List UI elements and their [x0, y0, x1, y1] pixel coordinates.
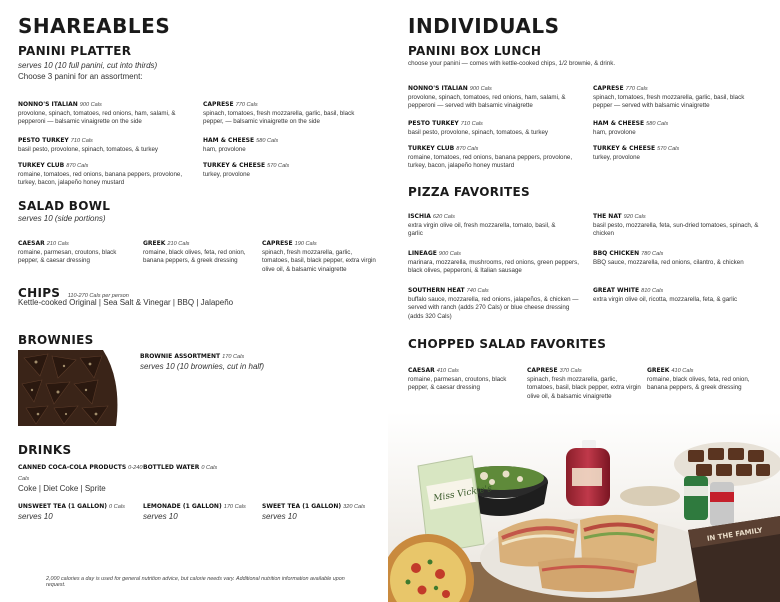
item-name: TURKEY CLUB: [408, 145, 455, 152]
shareables-title: SHAREABLES: [18, 14, 171, 38]
menu-item: [18, 137, 193, 154]
item-description: BBQ sauce, mozzarella, red onions, cilantro, & chicken: [593, 258, 744, 266]
menu-item: [647, 367, 765, 393]
menu-item: [593, 145, 765, 162]
drink-item: [18, 462, 153, 494]
item-name: GREEK: [647, 367, 670, 374]
item-calories: 570 Cals: [267, 163, 290, 169]
item-calories: 170 Cals: [222, 354, 245, 360]
item-calories: 570 Cals: [657, 146, 680, 152]
chips-calories: 110-270 Cals per person: [67, 293, 129, 299]
menu-item: [203, 101, 375, 127]
panini-platter-serves: serves 10 (10 full panini, cut into thirds): [18, 61, 158, 70]
item-name: CAPRESE: [203, 101, 234, 108]
pizza-favorites-heading: PIZZA FAVORITES: [408, 185, 530, 199]
item-name: THE NAT: [593, 213, 622, 220]
menu-item: [262, 240, 380, 274]
menu-item: [408, 367, 523, 393]
item-serves: serves 10 (10 brownies, cut in half): [140, 362, 265, 371]
item-name: CAESAR: [18, 240, 45, 247]
item-name: PESTO TURKEY: [18, 137, 69, 144]
item-calories: 900 Cals: [438, 251, 461, 257]
item-calories: 920 Cals: [623, 214, 646, 220]
item-description: romaine, tomatoes, red onions, banana peppers, provolone, turkey, bacon, jalapeño honey mustard: [408, 153, 573, 170]
menu-item: [203, 137, 375, 154]
panini-box-lunch-desc: choose your panini — comes with kettle-cooked chips, 1/2 brownie, & drink.: [408, 60, 616, 67]
item-calories: 410 Cals: [436, 368, 459, 374]
item-calories: 710 Cals: [460, 121, 483, 127]
item-name: TURKEY & CHEESE: [593, 145, 656, 152]
item-name: CAESAR: [408, 367, 435, 374]
item-serves: serves 10: [262, 512, 297, 521]
panini-platter-heading: PANINI PLATTER: [18, 44, 132, 58]
item-name: UNSWEET TEA (1 GALLON): [18, 503, 108, 510]
menu-item: [203, 162, 375, 179]
salad-bowl-serves: serves 10 (side portions): [18, 214, 106, 223]
item-description: marinara, mozzarella, mushrooms, red onions, green peppers, black olives, pepperoni, & Italian sausage: [408, 258, 579, 275]
chopped-salad-heading: CHOPPED SALAD FAVORITES: [408, 337, 607, 351]
item-description: spinach, tomatoes, fresh mozzarella, garlic, basil, black pepper — served with balsamic vinaigrette: [593, 93, 745, 110]
item-description: romaine, parmesan, croutons, black pepper, & caesar dressing: [408, 375, 507, 392]
menu-item: [593, 250, 773, 267]
item-description: provolone, spinach, tomatoes, red onions, ham, salami, & pepperoni — balsamic vinaigrette on the side: [18, 109, 176, 126]
item-calories: 620 Cals: [432, 214, 455, 220]
item-name: SOUTHERN HEAT: [408, 287, 465, 294]
item-description: ham, provolone: [593, 128, 636, 136]
menu-item: [408, 120, 588, 137]
item-name: LINEAGE: [408, 250, 437, 257]
item-description: spinach, tomatoes, fresh mozzarella, garlic, basil, black pepper, — balsamic vinaigrette on the side: [203, 109, 355, 126]
item-description: romaine, tomatoes, red onions, banana peppers, provolone, turkey, bacon, jalapeño honey mustard: [18, 170, 183, 187]
item-calories: 0 Cals: [201, 465, 218, 471]
menu-item: [408, 145, 573, 171]
item-calories: 190 Cals: [294, 241, 317, 247]
item-calories: 320 Cals: [343, 504, 366, 510]
menu-item: [143, 240, 258, 266]
item-name: HAM & CHEESE: [593, 120, 645, 127]
box-banner-text: IN THE FAMILY: [706, 526, 764, 543]
item-calories: 0 Cals: [109, 504, 125, 510]
item-name: ISCHIA: [408, 213, 431, 220]
item-name: SWEET TEA (1 GALLON): [262, 503, 342, 510]
item-calories: 870 Cals: [456, 146, 479, 152]
chips-brand-text: Miss Vickie's: [432, 483, 493, 505]
drink-item: [143, 501, 258, 522]
item-calories: 780 Cals: [641, 251, 664, 257]
item-calories: 580 Cals: [646, 121, 669, 127]
item-description: turkey, provolone: [203, 170, 251, 178]
item-serves: serves 10: [18, 512, 53, 521]
catering-box: [688, 516, 780, 602]
item-calories: 210 Cals: [167, 241, 190, 247]
item-name: HAM & CHEESE: [203, 137, 255, 144]
item-calories: 170 Cals: [223, 504, 246, 510]
catering-food-photo: [388, 412, 780, 602]
item-name: BOTTLED WATER: [143, 464, 200, 471]
menu-item: [408, 287, 583, 321]
item-description: spinach, fresh mozzarella, garlic, tomatoes, basil, black pepper, extra virgin olive oil, & balsamic vinaigrette: [262, 248, 376, 273]
chips-options: Kettle-cooked Original | Sea Salt & Vinegar | BBQ | Jalapeño: [18, 298, 234, 307]
item-calories: 900 Cals: [469, 86, 492, 92]
menu-item: [408, 213, 568, 239]
item-name: BROWNIE ASSORTMENT: [140, 353, 221, 360]
item-description: romaine, black olives, feta, red onion, banana peppers, & greek dressing: [647, 375, 750, 392]
item-name: BBQ CHICKEN: [593, 250, 640, 257]
item-calories: 580 Cals: [256, 138, 279, 144]
item-name: TURKEY & CHEESE: [203, 162, 266, 169]
menu-item: [593, 287, 773, 304]
menu-item: [18, 162, 183, 188]
item-description: romaine, black olives, feta, red onion, banana peppers, & greek dressing: [143, 248, 246, 265]
item-description: ham, provolone: [203, 145, 246, 153]
menu-item: [18, 240, 136, 266]
drink-item: [262, 501, 380, 522]
item-description: buffalo sauce, mozzarella, red onions, jalapeños, & chicken — served with ranch (adds 270 Cals) or blue cheese dressing (adds 320 Cals): [408, 295, 579, 320]
item-calories: 410 Cals: [671, 368, 694, 374]
drink-item: [18, 501, 138, 522]
chips-heading: CHIPS: [18, 286, 61, 300]
nutrition-footnote: 2,000 calories a day is used for general nutrition advice, but calorie needs vary. Additional nutrition information available upon request.: [46, 576, 345, 588]
item-name: PESTO TURKEY: [408, 120, 459, 127]
item-description: basil pesto, provolone, spinach, tomatoes, & turkey: [18, 145, 158, 153]
item-calories: 710 Cals: [70, 138, 93, 144]
drink-item: [143, 462, 253, 473]
item-description: extra virgin olive oil, fresh mozzarella, tomato, basil, & garlic: [408, 221, 556, 238]
individuals-title: INDIVIDUALS: [408, 14, 560, 38]
item-description: Coke | Diet Coke | Sprite: [18, 484, 106, 493]
item-name: GREAT WHITE: [593, 287, 640, 294]
salad-bowl-heading: SALAD BOWL: [18, 199, 111, 213]
item-calories: 210 Cals: [46, 241, 69, 247]
menu-item: [527, 367, 643, 401]
item-name: NONNO'S ITALIAN: [18, 101, 78, 108]
brownies-photo: [18, 350, 122, 426]
item-calories: 870 Cals: [66, 163, 89, 169]
item-description: spinach, fresh mozzarella, garlic, tomatoes, basil, black pepper, extra virgin olive oil, & balsamic vinaigrette: [527, 375, 641, 400]
lemonade-jug: [566, 440, 610, 506]
item-description: romaine, parmesan, croutons, black pepper, & caesar dressing: [18, 248, 117, 265]
item-calories: 770 Cals: [625, 86, 648, 92]
item-name: CANNED COCA-COLA PRODUCTS: [18, 464, 127, 471]
panini-box-lunch-heading: PANINI BOX LUNCH: [408, 44, 542, 58]
menu-item: [18, 101, 188, 127]
drinks-heading: DRINKS: [18, 443, 72, 457]
item-name: CAPRESE: [593, 85, 624, 92]
item-calories: 900 Cals: [79, 102, 102, 108]
item-name: LEMONADE (1 GALLON): [143, 503, 222, 510]
item-name: TURKEY CLUB: [18, 162, 65, 169]
item-name: CAPRESE: [527, 367, 558, 374]
brownies-heading: BROWNIES: [18, 333, 94, 347]
item-description: extra virgin olive oil, ricotta, mozzarella, feta, & garlic: [593, 295, 738, 303]
item-serves: serves 10: [143, 512, 178, 521]
item-description: basil pesto, mozzarella, feta, sun-dried tomatoes, spinach, & chicken: [593, 221, 759, 238]
menu-item: [593, 120, 765, 137]
menu-item: [593, 213, 765, 239]
item-name: GREEK: [143, 240, 166, 247]
item-calories: 740 Cals: [466, 288, 489, 294]
menu-item: [408, 250, 583, 276]
item-description: turkey, provolone: [593, 153, 641, 161]
menu-item: [593, 85, 765, 111]
item-calories: 810 Cals: [641, 288, 664, 294]
brownie-assortment: [140, 351, 340, 372]
menu-item: [408, 85, 580, 111]
item-description: provolone, spinach, tomatoes, red onions, ham, salami, & pepperoni — served with balsamic vinaigrette: [408, 93, 566, 110]
item-calories: 770 Cals: [235, 102, 258, 108]
item-calories: 0-240 Cals: [18, 465, 143, 482]
item-description: basil pesto, provolone, spinach, tomatoes, & turkey: [408, 128, 548, 136]
item-calories: 370 Cals: [559, 368, 582, 374]
panini-platter-choose: Choose 3 panini for an assortment:: [18, 72, 143, 81]
item-name: NONNO'S ITALIAN: [408, 85, 468, 92]
item-name: CAPRESE: [262, 240, 293, 247]
